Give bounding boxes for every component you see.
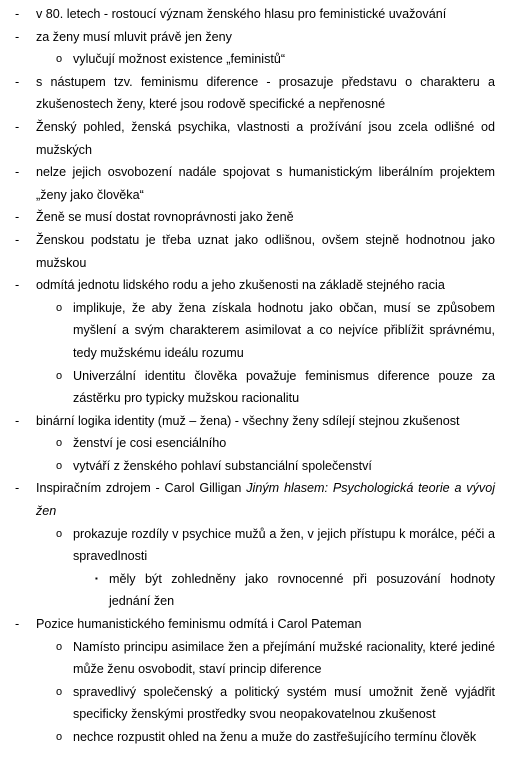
circle-bullet: o (56, 437, 63, 450)
list-item-text: spravedlivý společenský a politický systém musí umožnit ženě vyjádřit specificky ženskými prostředky svou neopakovatelnou zkušenost (73, 684, 495, 722)
dash-bullet: - (15, 278, 20, 293)
dash-bullet: - (15, 413, 20, 428)
list-item-text-regular: Inspiračním zdrojem - Carol Gilligan (36, 481, 247, 496)
dash-bullet: - (15, 481, 20, 496)
circle-bullet: o (56, 640, 63, 653)
list-item (0, 71, 529, 116)
list-item-text: binární logika identity (muž – žena) - všechny ženy sdílejí stejnou zkušenost (36, 413, 460, 428)
dash-bullet: - (15, 7, 20, 21)
list-item-text: Pozice humanistického feminismu odmítá i Carol Pateman (36, 617, 362, 632)
list-item-text: Ženskou podstatu je třeba uznat jako odlišnou, ovšem stejně hodnotnou jako mužskou (36, 232, 495, 270)
sub-list-item (0, 636, 529, 681)
list-item (0, 410, 529, 433)
sub-list-item (0, 432, 529, 455)
list-item (0, 274, 529, 297)
dash-bullet: - (15, 119, 20, 134)
sub-list-item (0, 297, 529, 365)
list-item-text: vytváří z ženského pohlaví substanciální společenství (73, 458, 372, 473)
list-item-text: v 80. letech - rostoucí význam ženského hlasu pro feministické uvažování (36, 7, 447, 21)
list-item (0, 3, 529, 26)
dash-bullet: - (15, 29, 20, 44)
sub-list-item (0, 523, 529, 568)
sub-list-item (0, 455, 529, 478)
square-bullet: ▪ (95, 573, 98, 583)
list-item (0, 206, 529, 229)
list-item-text: Namísto principu asimilace žen a přejímání mužské racionality, které jediné může ženu osvobodit, staví princip diference (73, 639, 495, 677)
sub-list-item (0, 365, 529, 410)
sub-list-item (0, 48, 529, 71)
circle-bullet: o (56, 301, 63, 314)
circle-bullet: o (56, 53, 63, 66)
book-title: Jiným hlasem: Psychologická teorie a vývoj žen (36, 481, 495, 519)
list-item-text: implikuje, že aby žena získala hodnotu jako občan, musí se způsobem myšlení a svým charakterem asimilovat a co nejvíce přiblížit správnému, tedy mužskému ideálu rozumu (73, 300, 495, 360)
dash-bullet: - (15, 165, 20, 180)
list-item-text: prokazuje rozdíly v psychice mužů a žen, v jejich přístupu k morálce, péči a spravedlnosti (73, 526, 495, 564)
sub-sub-list-item (0, 568, 529, 613)
circle-bullet: o (56, 369, 63, 382)
list-item-text: Ženský pohled, ženská psychika, vlastnosti a prožívání jsou zcela odlišné od mužských (36, 119, 495, 157)
dash-bullet: - (15, 617, 20, 632)
sub-list-item (0, 681, 529, 726)
list-item (0, 116, 529, 161)
list-item (0, 477, 529, 522)
circle-bullet: o (56, 731, 63, 743)
list-item-text: s nástupem tzv. feminismu diference - prosazuje představu o charakteru a zkušenostech ženy, které jsou rodově specifické a nepřenosné (36, 74, 495, 112)
list-item-text: vylučují možnost existence „feministů“ (73, 52, 286, 67)
dash-bullet: - (15, 232, 20, 247)
circle-bullet: o (56, 527, 63, 540)
list-item (0, 229, 529, 274)
list-item (0, 613, 529, 636)
list-item-text: odmítá jednotu lidského rodu a jeho zkušenosti na základě stejného racia (36, 278, 445, 293)
list-item-text: za ženy musí mluvit právě jen ženy (36, 29, 232, 44)
list-item-text: Ženě se musí dostat rovnoprávnosti jako ženě (36, 210, 294, 225)
list-item-text: ženství je cosi esenciálního (73, 436, 227, 451)
list-item-text: nelze jejich osvobození nadále spojovat s humanistickým liberálním projektem „ženy jako člověka“ (36, 165, 495, 202)
circle-bullet: o (56, 685, 63, 698)
circle-bullet: o (56, 459, 63, 472)
dash-bullet: - (15, 210, 20, 225)
list-item (0, 161, 529, 206)
list-item-text: nechce rozpustit ohled na ženu a muže do zastřešujícího termínu člověk (73, 730, 477, 744)
list-item-text: Univerzální identitu člověka považuje feminismus diference pouze za zástěrku pro typicky mužskou racionalitu (73, 368, 495, 406)
sub-list-item (0, 726, 529, 749)
dash-bullet: - (15, 74, 20, 89)
list-item (0, 26, 529, 49)
list-item-text (36, 477, 495, 522)
list-item-text: měly být zohledněny jako rovnocenné při posuzování hodnoty jednání žen (109, 571, 495, 609)
